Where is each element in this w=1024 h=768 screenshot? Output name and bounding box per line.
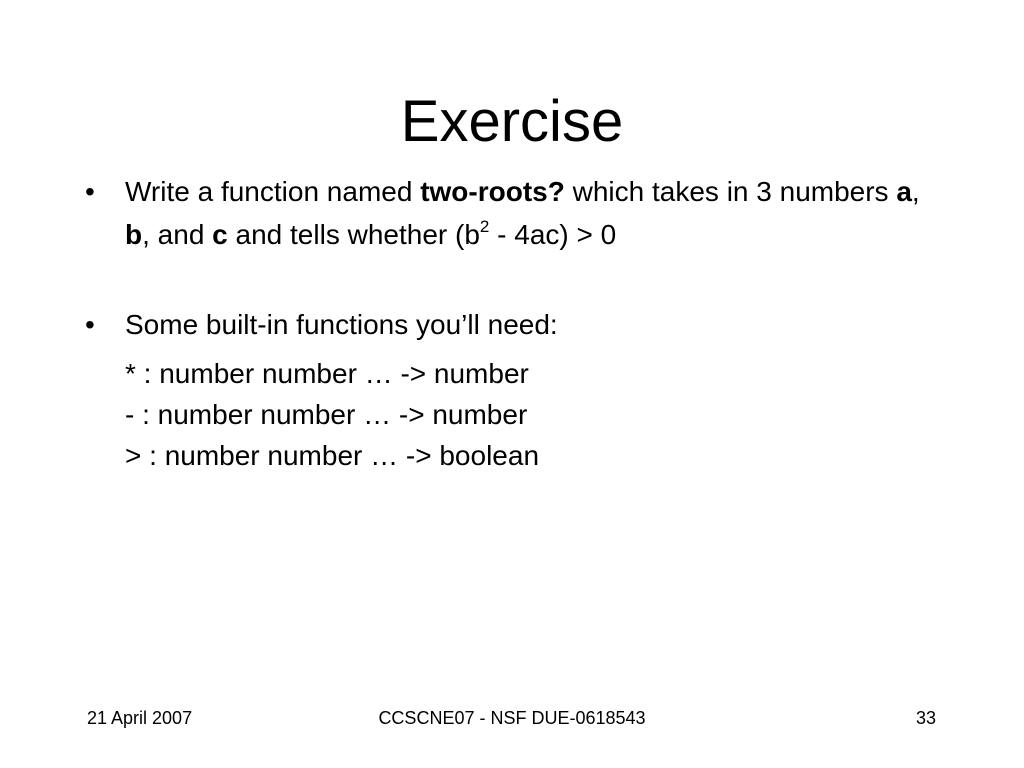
signature-line: * : number number … -> number [125,358,529,389]
param-a: a [896,176,912,207]
footer-page-number: 33 [915,708,936,728]
footer-center: CCSCNE07 - NSF DUE-0618543 [378,708,646,728]
exponent: 2 [479,217,490,236]
signature-line: > : number number … -> boolean [125,440,540,471]
text-run: and tells whether (b [227,219,480,250]
bullet-dot: • [85,176,95,207]
bullet-list [85,170,945,476]
text-run: , and [142,219,213,250]
bullet-text: Some built-in functions you’ll need: [125,309,558,340]
text-run: which takes in 3 numbers [564,176,897,207]
signature-line: - : number number … -> number [125,399,528,430]
text-run: , [911,176,920,207]
bullet-text [125,176,920,250]
bullet-item [85,170,945,256]
slide-title: Exercise [400,89,624,154]
param-b: b [125,219,143,250]
function-name: two-roots? [420,176,565,207]
bullet-item [85,303,945,346]
text-run: - 4ac) > 0 [489,219,617,250]
signature-list [85,353,945,476]
bullet-dot: • [85,309,95,340]
text-run: Write a function named [125,176,421,207]
param-c: c [212,219,228,250]
footer-date: 21 April 2007 [87,708,193,728]
